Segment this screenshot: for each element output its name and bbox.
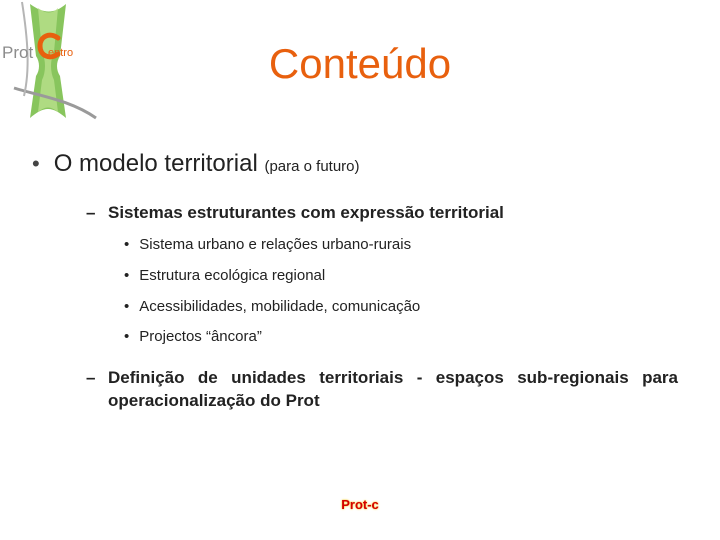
level1-text: O modelo territorial — [53, 150, 258, 177]
level2-item-2 — [86, 366, 678, 412]
level2-text: Sistemas estruturantes com expressão territorial — [108, 203, 504, 222]
level3-bullet: • — [124, 298, 130, 315]
level3-bullet: • — [124, 267, 130, 284]
level3-text: Acessibilidades, mobilidade, comunicação — [139, 298, 421, 315]
level1-note: (para o futuro) — [264, 158, 360, 175]
level3-text: Estrutura ecológica regional — [139, 267, 326, 284]
page-title-text: Conteúdo — [268, 40, 452, 87]
logo-text-right: entro — [48, 47, 74, 59]
level3-item-1 — [124, 236, 411, 253]
level2-item-1 — [86, 203, 504, 223]
footer-label: Prot-c — [341, 497, 379, 512]
level2-dash: – — [86, 203, 96, 222]
level1-item — [32, 150, 360, 178]
level3-bullet: • — [124, 328, 130, 345]
level3-item-4 — [124, 328, 262, 345]
level3-text: Sistema urbano e relações urbano-rurais — [139, 236, 412, 253]
logo-text-left: Prot — [2, 43, 34, 62]
level3-bullet: • — [124, 236, 130, 253]
level3-text: Projectos “âncora” — [139, 328, 262, 345]
level2-text: Definição de unidades territoriais - espaços sub-regionais para operacionalização do Prot — [108, 368, 678, 410]
level3-item-2 — [124, 267, 325, 284]
page-title — [0, 40, 720, 88]
level3-item-3 — [124, 298, 420, 315]
level2-dash: – — [86, 368, 96, 387]
level1-bullet: • — [32, 151, 40, 176]
